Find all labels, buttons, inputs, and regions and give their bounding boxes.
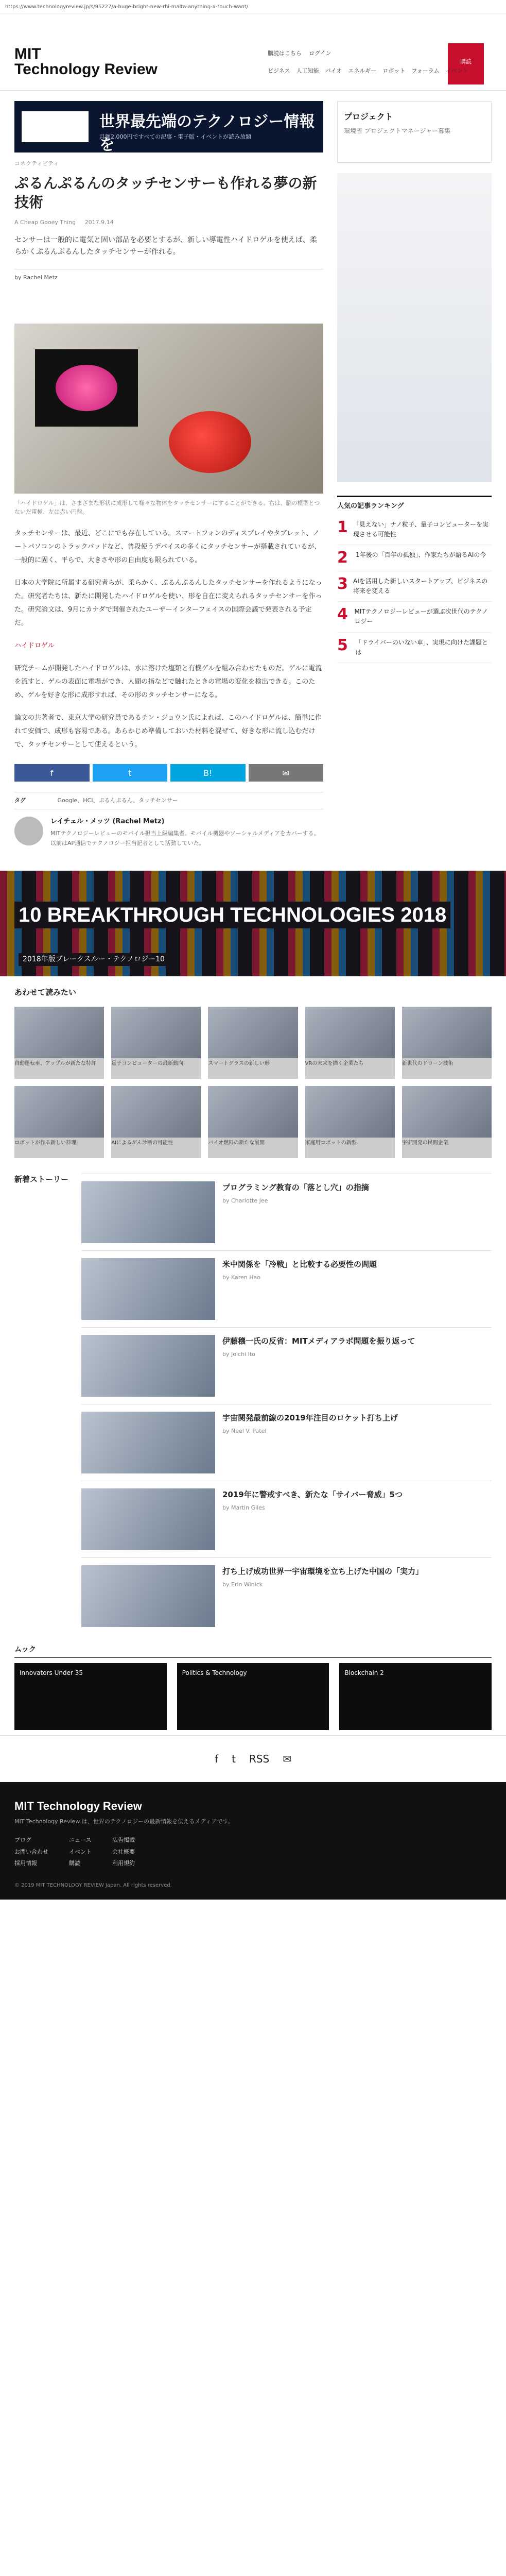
footer-logo[interactable]: MIT Technology Review <box>14 1799 142 1812</box>
sidebar-promo-desc: 環境省 プロジェクトマネージャー募集 <box>344 127 451 134</box>
news-headline: プログラミング教育の「落とし穴」の指摘 <box>222 1182 369 1192</box>
rank-title: AIを活用した新しいスタートアップ、ビジネスの将来を変える <box>353 577 488 595</box>
news-item[interactable] <box>81 1174 492 1250</box>
banner-image <box>22 111 89 142</box>
site-footer <box>0 1782 506 1900</box>
news-byline: by Karen Hao <box>222 1274 261 1281</box>
card-image <box>402 1007 492 1058</box>
tags-list[interactable]: Google、HCI、ぷるんぷるん、タッチセンサー <box>57 796 178 804</box>
article-title: ぷるんぷるんのタッチセンサーも作れる夢の新技術 <box>14 175 317 211</box>
logo-mit: MIT <box>14 45 41 62</box>
news-byline: by Charlotte Jee <box>222 1197 268 1204</box>
breakthrough-title: 10 BREAKTHROUGH TECHNOLOGIES 2018 <box>14 902 450 928</box>
recommended-card[interactable] <box>14 1007 104 1079</box>
news-image <box>81 1565 215 1627</box>
footer-link[interactable]: 会社概要 <box>112 1848 135 1855</box>
recommended-card[interactable] <box>402 1007 492 1079</box>
news-headline: 2019年に警戒すべき、新たな「サイバー脅威」5つ <box>222 1489 403 1499</box>
facebook-icon[interactable]: f <box>215 1752 219 1765</box>
news-byline: by Martin Giles <box>222 1504 265 1511</box>
article-body <box>14 527 323 752</box>
news-headline: 米中関係を「冷戦」と比較する必要性の問題 <box>222 1259 377 1269</box>
facebook-share-button[interactable]: f <box>14 764 90 782</box>
ranking-item[interactable] <box>337 602 492 632</box>
card-title: 宇宙開発の民間企業 <box>402 1140 448 1146</box>
mook-card[interactable]: Politics & Technology <box>177 1663 329 1730</box>
author-bio: MITテクノロジーレビューのモバイル担当上級編集者。モバイル機器やソーシャルメディアをカバーする。以前はAP通信でテクノロジー担当記者として活動していた。 <box>50 829 320 846</box>
rank-number: 1 <box>337 518 348 536</box>
card-title: バイオ燃料の新たな展開 <box>208 1140 265 1146</box>
header-links <box>268 49 331 58</box>
news-image <box>81 1258 215 1320</box>
mook-title: ムック <box>14 1645 492 1658</box>
paragraph: タッチセンサーは、最近、どこにでも存在している。スマートフォンのディスプレイやタブレット、ノートパソコンのトラックパッドなど、普段使うデバイスの多くにタッチセンサーが搭載されているが、一般的に固く、平らで、大きさや形の自由度も限られている。 <box>14 529 321 564</box>
social-links <box>0 1735 506 1782</box>
author-box <box>14 809 323 855</box>
ranking-title: 人気の記事ランキング <box>337 502 404 510</box>
rss-icon[interactable]: RSS <box>249 1752 270 1765</box>
nav-item[interactable]: ロボット <box>382 67 406 74</box>
author-name[interactable]: レイチェル・メッツ (Rachel Metz) <box>50 818 165 826</box>
twitter-share-button[interactable]: t <box>93 764 168 782</box>
news-item[interactable] <box>81 1557 492 1634</box>
hero-brain-model <box>56 365 117 411</box>
banner-title: 世界最先端のテクノロジー情報を <box>99 113 315 154</box>
card-title: 量子コンピューターの最新動向 <box>111 1060 184 1066</box>
hero-image <box>14 324 323 494</box>
paragraph <box>14 639 323 653</box>
footer-link[interactable]: ニュース <box>69 1837 92 1844</box>
card-image <box>402 1086 492 1138</box>
ranking-box <box>337 496 492 663</box>
copyright: © 2019 MIT TECHNOLOGY REVIEW Japan. All rights reserved. <box>14 1882 172 1888</box>
news-headline: 宇宙関発最前線の2019年注目のロケット打ち上げ <box>222 1413 398 1422</box>
recommended-card[interactable] <box>111 1007 201 1079</box>
card-title: ロボットが作る新しい料理 <box>14 1140 76 1146</box>
rank-title: 「見えない」ナノ粒子、量子コンピューターを実現させる可能性 <box>353 520 489 538</box>
article-category[interactable]: コネクティビティ <box>14 160 59 167</box>
news-title: 新着ストーリー <box>14 1174 69 1184</box>
twitter-icon[interactable]: t <box>232 1752 236 1765</box>
card-title: VRの未来を描く企業たち <box>305 1060 364 1066</box>
footer-link[interactable]: 広告掲載 <box>112 1837 135 1844</box>
sidebar-promo-title: プロジェクト <box>344 112 393 122</box>
mook-card[interactable]: Blockchain 2 <box>339 1663 492 1730</box>
rank-number: 2 <box>337 548 348 567</box>
recommended-title: あわせて読みたい <box>14 988 77 997</box>
news-headline: 打ち上げ成功世界一宇宙環境を立ち上げた中国の「実力」 <box>222 1566 424 1576</box>
card-title: 家庭用ロボットの新型 <box>305 1140 357 1146</box>
nav-item[interactable]: 人工知能 <box>296 67 319 74</box>
breakthrough-subtitle: 2018年版ブレークスルー・テクノロジー10 <box>19 953 169 966</box>
nav-item[interactable]: イベント <box>445 67 468 74</box>
footer-link[interactable]: お問い合わせ <box>14 1848 48 1855</box>
article-date: 2017.9.14 <box>84 219 114 226</box>
card-image <box>208 1007 298 1058</box>
rank-number: 4 <box>337 605 348 624</box>
site-header <box>0 13 506 91</box>
card-title: 新世代のドローン技術 <box>402 1060 453 1066</box>
card-image <box>14 1086 104 1138</box>
mook-section <box>0 1639 506 1735</box>
news-byline: by Joichi Ito <box>222 1350 255 1358</box>
card-image <box>14 1007 104 1058</box>
ranking-item[interactable] <box>337 571 492 602</box>
article-column <box>14 91 323 855</box>
news-byline: by Erin Winick <box>222 1581 263 1588</box>
news-image <box>81 1335 215 1397</box>
footer-link[interactable]: 採用情報 <box>14 1860 37 1867</box>
news-image <box>81 1488 215 1550</box>
news-image <box>81 1412 215 1473</box>
recommended-card[interactable] <box>402 1086 492 1158</box>
recommended-card[interactable] <box>111 1086 201 1158</box>
card-title: 自動運転車、アップルが新たな特許 <box>14 1060 96 1066</box>
footer-columns <box>14 1836 492 1871</box>
breakthrough-banner[interactable] <box>0 871 506 976</box>
ranking-item[interactable] <box>337 633 492 663</box>
sidebar <box>337 91 492 855</box>
nav-item[interactable]: ビジネス <box>268 67 290 74</box>
subscribe-link[interactable]: 購読はこちら <box>268 50 302 57</box>
main-nav <box>268 67 468 76</box>
card-image <box>305 1007 395 1058</box>
footer-link[interactable]: イベント <box>69 1848 92 1855</box>
sidebar-ad[interactable] <box>337 173 492 482</box>
nav-item[interactable]: エネルギー <box>348 67 377 74</box>
ranking-item[interactable] <box>337 515 492 545</box>
email-share-button[interactable]: ✉ <box>249 764 324 782</box>
footer-link[interactable]: 購読 <box>69 1860 80 1867</box>
mook-card[interactable]: Innovators Under 35 <box>14 1663 167 1730</box>
article-lead: センサーは一般的に電気と固い部品を必要とするが、新しい導電性ハイドロゲルを使えば、柔らかくぷるんぷるんしたタッチセンサーが作れる。 <box>14 235 317 257</box>
author-avatar <box>14 817 43 845</box>
paragraph: 論文の共著者で、東京大学の研究員であるチン・ジョウン氏によれば、このハイドロゲルは、簡単に作れて安価で、成形も容易である。あらかじめ準備しておいた材料を混ぜて、好きな形に流し込むだけで、タッチセンサーとして使えるという。 <box>14 714 322 749</box>
recommended-card[interactable] <box>208 1086 298 1158</box>
news-byline: by Neel V. Patel <box>222 1427 267 1434</box>
ranking-item[interactable] <box>337 545 492 571</box>
recommended-card[interactable] <box>208 1007 298 1079</box>
subscribe-button[interactable]: 購読 <box>448 43 484 84</box>
article-tags <box>14 792 323 809</box>
promo-banner[interactable] <box>14 101 323 152</box>
paragraph: 日本の大学院に所属する研究者らが、柔らかく、ぷるんぷるんしたタッチセンサーを作れるようになった。研究者たちは、新たに開発したハイドロゲルを使い、形を自在に変えられるタッチセンサーを作った。研究論文は、9月にカナダで開催されたユーザーインターフェイスの国際会議で発表される予定だ。 <box>14 579 322 627</box>
hatena-share-button[interactable]: B! <box>170 764 246 782</box>
login-link[interactable]: ログイン <box>309 50 331 57</box>
rank-title: MITテクノロジーレビューが選ぶ次世代のテクノロジー <box>354 608 488 625</box>
card-title: スマートグラスの新しい形 <box>208 1060 270 1066</box>
card-image <box>305 1086 395 1138</box>
site-logo[interactable] <box>14 46 158 77</box>
nav-item[interactable]: フォーラム <box>411 67 440 74</box>
news-image <box>81 1181 215 1243</box>
hero-red-hydrogel <box>169 411 251 473</box>
news-item[interactable] <box>81 1404 492 1481</box>
card-image <box>111 1086 201 1138</box>
recommended-card[interactable] <box>305 1086 395 1158</box>
news-item[interactable] <box>81 1250 492 1327</box>
rank-title: 1年後の「百年の孤独」、作家たちが語るAIの今 <box>356 551 486 558</box>
footer-link[interactable]: 利用規約 <box>112 1860 135 1867</box>
article-original-title: A Cheap Gooey Thing <box>14 219 76 226</box>
news-headline: 伊藤穣一氏の反省：MITメディアラボ問題を振り返って <box>222 1336 415 1346</box>
news-item[interactable] <box>81 1481 492 1557</box>
news-item[interactable] <box>81 1327 492 1404</box>
card-title: AIによるがん診断の可能性 <box>111 1140 173 1146</box>
card-image <box>111 1007 201 1058</box>
recommended-card[interactable] <box>305 1007 395 1079</box>
article-meta <box>14 218 323 227</box>
rank-number: 5 <box>337 636 348 654</box>
nav-item[interactable]: バイオ <box>325 67 342 74</box>
url-bar[interactable]: https://www.technologyreview.jp/s/95227/a-huge-bright-new-rhi-malta-anything-a-touch-want/ <box>0 0 506 13</box>
footer-link[interactable]: ブログ <box>14 1837 31 1844</box>
share-bar <box>14 764 323 782</box>
logo-tr: Technology Review <box>14 61 158 78</box>
recommended-card[interactable] <box>14 1086 104 1158</box>
hero-caption: 「ハイドロゲル」は、さまざまな形状に成形して様々な物体をタッチセンサーにすることができる。右は、脳の模型とつないだ電極、左は赤い円盤。 <box>14 499 320 516</box>
banner-subtitle: 月額2,000円ですべての記事・電子版・イベントが読み放題 <box>99 133 252 140</box>
footer-description: MIT Technology Review は、世界のテクノロジーの最新情報を伝えるメディアです。 <box>14 1818 234 1825</box>
tags-label: タグ <box>14 796 26 804</box>
mail-icon[interactable]: ✉ <box>283 1752 291 1765</box>
paragraph: 研究チームが開発したハイドロゲルは、水に溶けた塩類と有機ゲルを組み合わせたものだ。ゲルに電流を流すと、ゲルの表面に電場ができ、人間の指などで触れたときの電場の変化を検出できる。このため、ゲルを好きな形に成形すれば、その形のタッチセンサーになる。 <box>14 664 322 699</box>
card-image <box>208 1086 298 1138</box>
rank-title: 「ドライバーのいない車」、実現に向けた課題とは <box>355 638 488 656</box>
rank-number: 3 <box>337 574 348 593</box>
news-section <box>0 1168 506 1639</box>
sidebar-promo[interactable] <box>337 101 492 163</box>
recommended-grid <box>0 1004 506 1168</box>
inline-link[interactable]: ハイドロゲル <box>14 641 55 650</box>
article-byline[interactable]: by Rachel Metz <box>14 269 323 282</box>
